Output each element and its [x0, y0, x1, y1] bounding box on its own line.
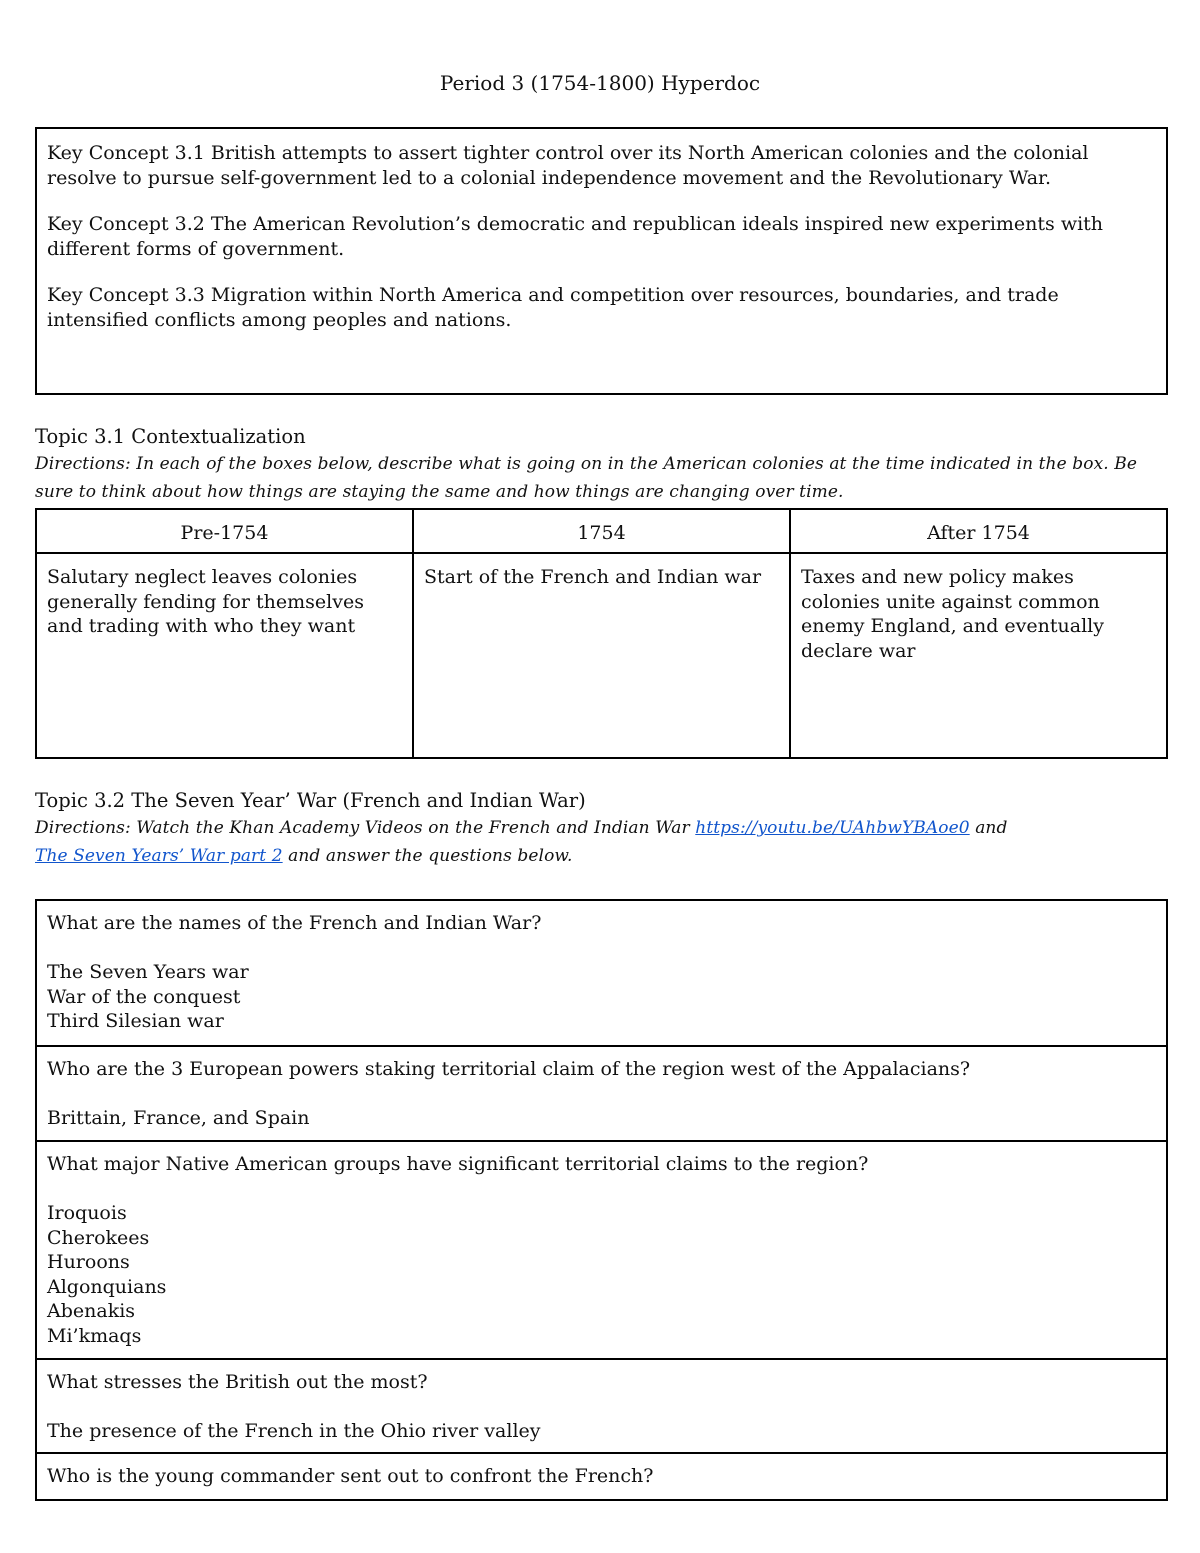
question-1: What are the names of the French and Indian War? — [47, 912, 542, 934]
key-concept-3-1: Key Concept 3.1 British attempts to assert tighter control over its North American colonies and the colonial resolve to pursue self-government led to a colonial independence movement and the Revolutionary War. — [47, 142, 1089, 189]
answer-after-1754[interactable]: Taxes and new policy makes colonies unite against common enemy England, and eventually declare war — [790, 553, 1167, 758]
questions-table — [35, 899, 1168, 1501]
qa-row-3 — [37, 1142, 1166, 1360]
answer-pre-1754[interactable]: Salutary neglect leaves colonies generally fending for themselves and trading with who they want — [36, 553, 413, 758]
question-3: What major Native American groups have significant territorial claims to the region? — [47, 1153, 869, 1175]
answer-line[interactable]: War of the conquest — [47, 985, 241, 1008]
answer-line[interactable]: Cherokees — [47, 1226, 150, 1249]
topic-3-1-heading: Topic 3.1 Contextualization — [35, 425, 306, 448]
directions-text: and — [969, 818, 1008, 838]
answer-line[interactable]: The Seven Years war — [47, 961, 249, 983]
qa-row-5 — [37, 1454, 1166, 1499]
answer-1754[interactable]: Start of the French and Indian war — [413, 553, 790, 758]
contextualization-table — [35, 508, 1168, 759]
answer-line[interactable]: Third Silesian war — [47, 1010, 224, 1032]
table-header-row — [36, 509, 1167, 553]
khan-video-link[interactable]: https://youtu.be/UAhbwYBAoe0 — [695, 818, 970, 838]
answer-line[interactable]: The presence of the French in the Ohio river valley — [47, 1420, 541, 1442]
topic-3-1-directions: Directions: In each of the boxes below, describe what is going on in the American colonies at the time indicated in the box. Be sure to think about how things are staying the same and how things are changing over time. — [35, 454, 1138, 502]
question-5: Who is the young commander sent out to confront the French? — [47, 1465, 654, 1487]
directions-text: and answer the questions below. — [282, 846, 573, 866]
qa-row-1 — [37, 901, 1166, 1047]
answer-line[interactable]: Iroquois — [47, 1202, 127, 1224]
answer-line[interactable]: Mi’kmaqs — [47, 1324, 142, 1347]
answer-line[interactable]: Abenakis — [47, 1300, 136, 1322]
table-row — [36, 553, 1167, 758]
key-concept-3-2: Key Concept 3.2 The American Revolution’s democratic and republican ideals inspired new experiments with different forms of government. — [47, 213, 1104, 260]
key-concepts-box — [35, 127, 1168, 395]
key-concept-3-3: Key Concept 3.3 Migration within North America and competition over resources, boundaries, and trade intensified conflicts among peoples and nations. — [47, 284, 1059, 331]
topic-3-2-heading: Topic 3.2 The Seven Year’ War (French and Indian War) — [35, 789, 586, 812]
answer-line[interactable]: Algonquians — [47, 1275, 167, 1298]
column-header-pre-1754: Pre-1754 — [36, 509, 413, 553]
question-2: Who are the 3 European powers staking territorial claim of the region west of the Appalacians? — [47, 1058, 971, 1080]
answer-line[interactable]: Brittain, France, and Spain — [47, 1107, 310, 1129]
column-header-after-1754: After 1754 — [790, 509, 1167, 553]
column-header-1754: 1754 — [413, 509, 790, 553]
answer-line[interactable]: Huroons — [47, 1251, 130, 1273]
qa-row-4 — [37, 1360, 1166, 1454]
directions-text: Directions: Watch the Khan Academy Videos on the French and Indian War — [35, 818, 696, 838]
seven-years-war-part-2-link[interactable]: The Seven Years’ War part 2 — [35, 846, 283, 866]
qa-row-2 — [37, 1047, 1166, 1142]
question-4: What stresses the British out the most? — [47, 1371, 428, 1393]
topic-3-2-directions — [35, 814, 1170, 870]
page-title: Period 3 (1754-1800) Hyperdoc — [439, 71, 761, 95]
